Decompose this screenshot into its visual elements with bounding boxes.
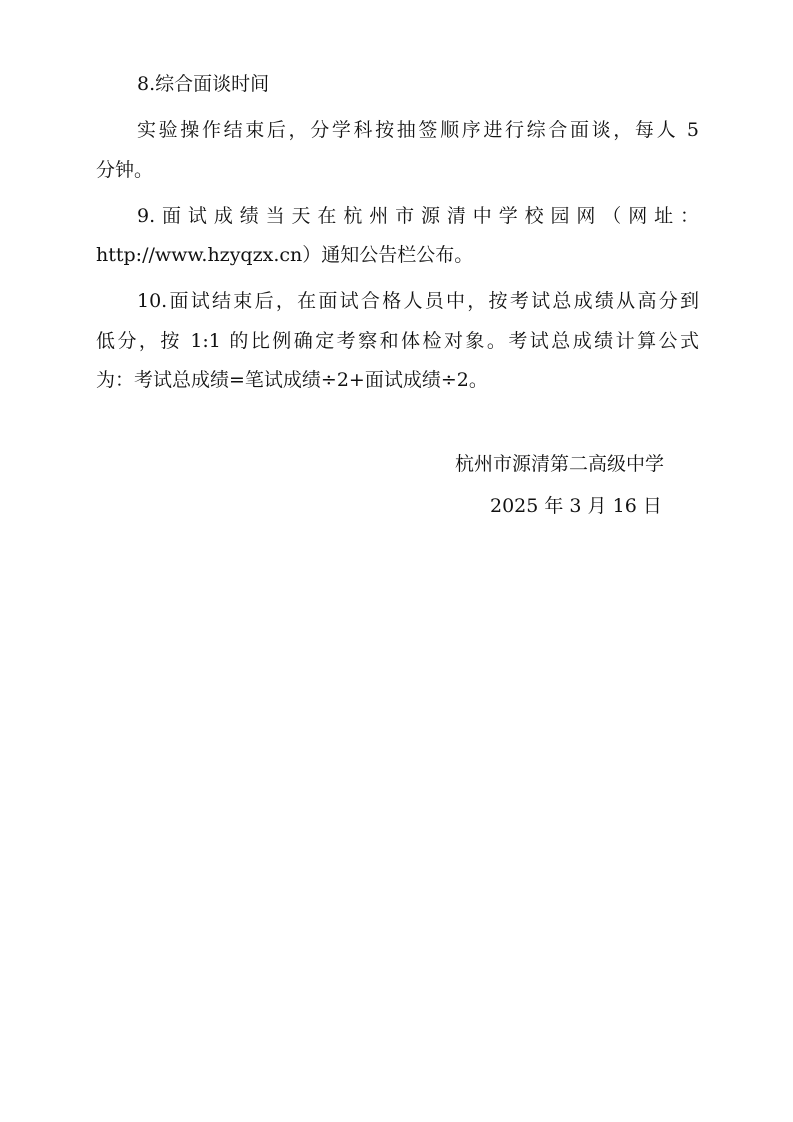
section-8-text-line-2: 分钟。 [96, 159, 154, 181]
section-9-text-line-2: http://www.hzyqzx.cn）通知公告栏公布。 [96, 244, 474, 266]
section-10-text-line-3: 为：考试总成绩=笔试成绩÷2+面试成绩÷2。 [96, 369, 488, 391]
section-8-text-line-1: 实验操作结束后，分学科按抽签顺序进行综合面谈，每人 5 [137, 119, 699, 141]
section-10-text-line-2: 低分，按 1:1 的比例确定考察和体检对象。考试总成绩计算公式 [96, 330, 699, 352]
section-9-text-line-1: 9.面试成绩当天在杭州市源清中学校园网（网址： [137, 205, 699, 227]
signature-organization: 杭州市源清第二高级中学 [455, 453, 665, 475]
signature-date: 2025 年 3 月 16 日 [490, 495, 662, 517]
section-10-text-line-1: 10.面试结束后，在面试合格人员中，按考试总成绩从高分到 [137, 290, 699, 312]
section-8-heading: 8.综合面谈时间 [137, 73, 270, 95]
